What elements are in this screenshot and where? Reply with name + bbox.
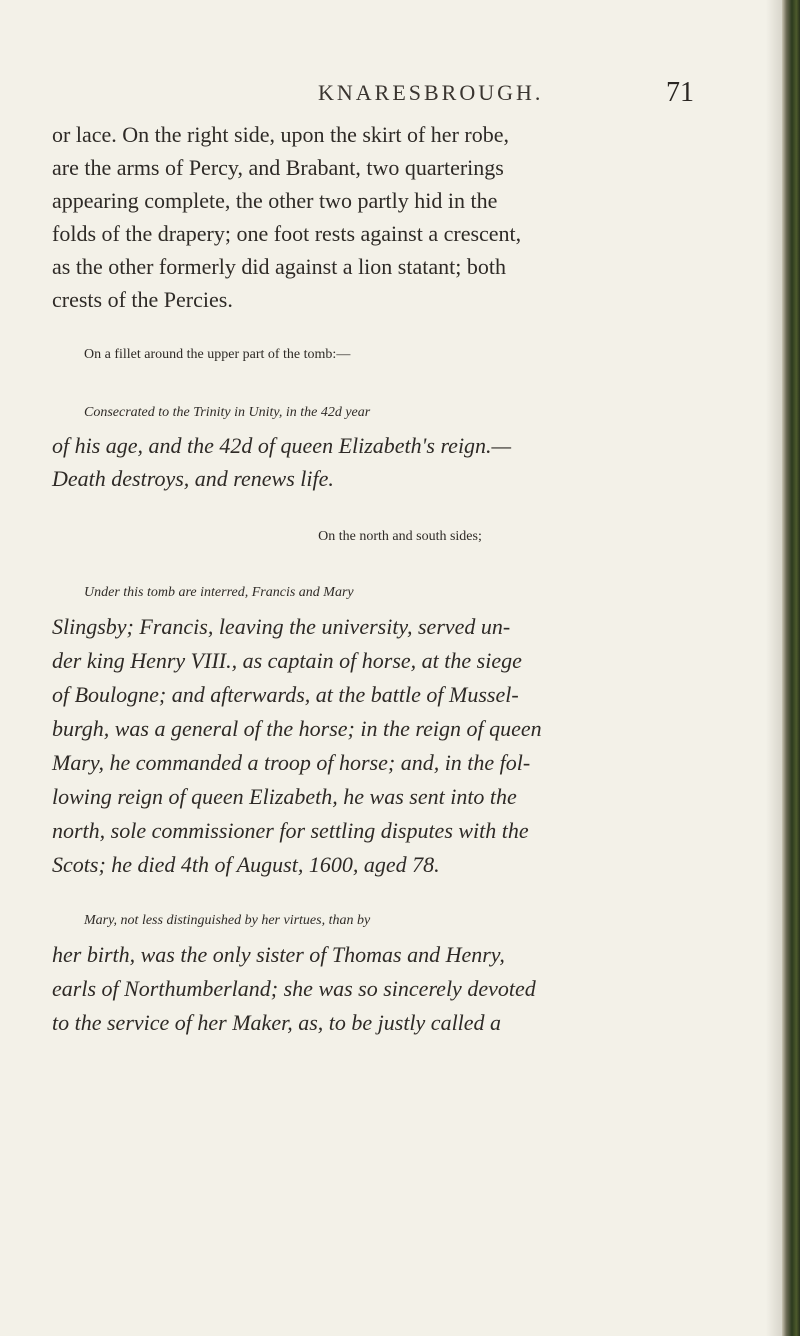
text-line: appearing complete, the other two partly hid in the [52,188,498,213]
inscription-line: Scots; he died 4th of August, 1600, aged 78. [52,852,440,877]
text-line: crests of the Percies. [52,287,233,312]
inscription-line: burgh, was a general of the horse; in the reign of queen [52,716,542,741]
text-line: On a fillet around the upper part of the tomb:— [84,347,351,362]
inscription-line: north, sole commissioner for settling disputes with the [52,818,529,843]
inscription-line: Slingsby; Francis, leaving the university, served un- [52,614,511,639]
inscription-line: her birth, was the only sister of Thomas and Henry, [52,942,505,967]
page-number: 71 [666,77,694,108]
text-line: as the other formerly did against a lion statant; both [52,254,506,279]
inscription-line: Mary, not less distinguished by her virtues, than by [84,913,371,928]
book-binding-edge [782,0,800,1336]
text-line: On the north and south sides; [318,529,482,544]
inscription-line: of his age, and the 42d of queen Elizabeth's reign.— [52,433,512,458]
inscription-line: Consecrated to the Trinity in Unity, in the 42d year [84,405,371,420]
inscription-line: lowing reign of queen Elizabeth, he was sent into the [52,784,517,809]
inscription-line: der king Henry VIII., as captain of horse, at the siege [52,648,522,673]
inscription-line: of Boulogne; and afterwards, at the battle of Mussel- [52,682,519,707]
inscription-line: to the service of her Maker, as, to be justly called a [52,1010,502,1035]
inscription-line: Death destroys, and renews life. [52,466,334,491]
text-line: or lace. On the right side, upon the skirt of her robe, [52,122,509,147]
text-line: folds of the drapery; one foot rests against a crescent, [52,221,522,246]
text-line: are the arms of Percy, and Brabant, two quarterings [52,155,504,180]
inscription-line: earls of Northumberland; she was so sincerely devoted [52,976,536,1001]
running-head: KNARESBROUGH. [318,80,544,105]
inscription-line: Mary, he commanded a troop of horse; and, in the fol- [52,750,531,775]
inscription-line: Under this tomb are interred, Francis and Mary [84,585,354,600]
